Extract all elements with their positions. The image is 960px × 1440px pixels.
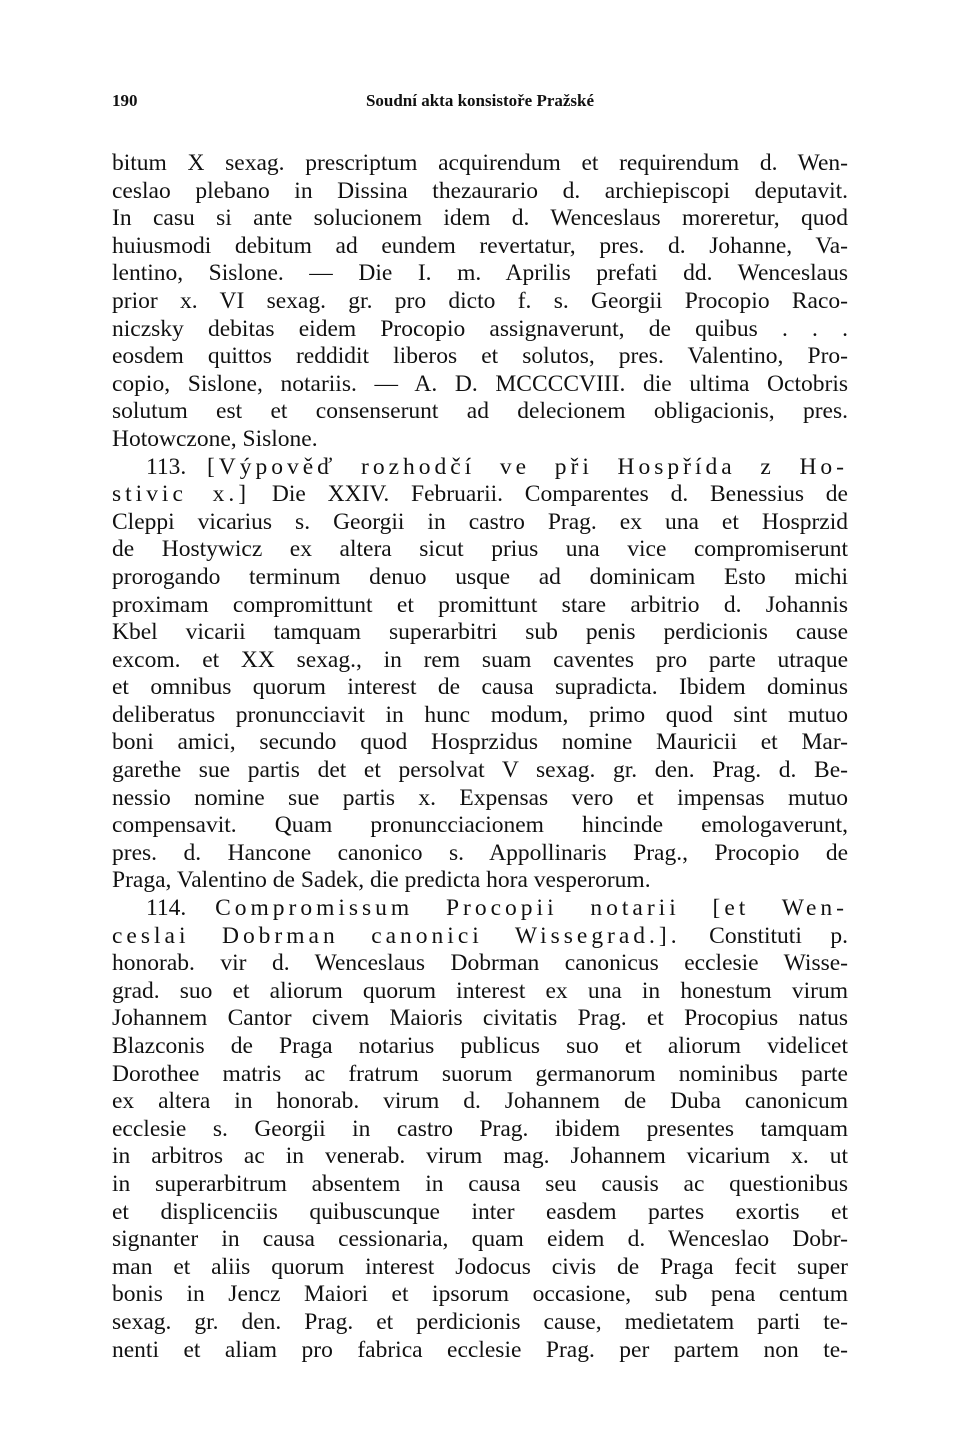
text-line [112, 812, 848, 840]
line-text: proximam compromittunt et promittunt stare arbitrio d. Johannis [112, 591, 848, 618]
text-line [112, 1005, 848, 1033]
line-text: Praga, Valentino de Sadek, die predicta hora vesperorum. [112, 867, 651, 894]
spaced-heading-text: Compromissum Procopii notarii [et Wen- [215, 895, 848, 922]
line-text: de Hostywicz ex altera sicut prius una vice compromiserunt [112, 536, 848, 563]
line-text: ceslao plebano in Dissina thezaurario d. archiepiscopi deputavit. [112, 177, 848, 204]
line-text: excom. et XX sexag., in rem suam caventes pro parte utraque [112, 646, 848, 673]
line-text: eosdem quittos reddidit liberos et solutos, pres. Valentino, Pro- [112, 343, 848, 370]
text-line [112, 702, 848, 730]
text-line [112, 1061, 848, 1089]
line-text: Cleppi vicarius s. Georgii in castro Prag. ex una et Hosprzid [112, 508, 848, 535]
text-line [112, 150, 848, 178]
text-line [112, 343, 848, 371]
line-text: 114. [146, 895, 216, 922]
text-line [112, 978, 848, 1006]
text-line [112, 950, 848, 978]
line-text: honorab. vir d. Wenceslaus Dobrman canonicus ecclesie Wisse- [112, 950, 848, 977]
text-line [112, 1309, 848, 1337]
line-text: Die XXIV. Februarii. Comparentes d. Benessius de [250, 481, 848, 508]
text-line [112, 619, 848, 647]
spaced-heading-text: stivic x.] [112, 481, 251, 508]
text-line [112, 757, 848, 785]
text-line [112, 674, 848, 702]
text-line [112, 1337, 848, 1365]
line-text: et displicenciis quibuscunque inter easdem partes exortis et [112, 1198, 848, 1225]
line-text: signanter in causa cessionaria, quam eidem d. Wenceslao Dobr- [112, 1226, 848, 1253]
line-text: Kbel vicarii tamquam superarbitri sub penis perdicionis cause [112, 619, 848, 646]
line-text: Blazconis de Praga notarius publicus suo et aliorum videlicet [112, 1033, 848, 1059]
text-line [112, 536, 848, 564]
text-line [112, 564, 848, 592]
text-line [112, 1033, 848, 1061]
text-line [112, 260, 848, 288]
text-line [112, 288, 848, 316]
text-line [112, 785, 848, 813]
line-text: copio, Sislone, notariis. — A. D. MCCCCVIII. die ultima Octobris [112, 370, 848, 397]
text-line [112, 1088, 848, 1116]
line-text: Constituti p. [680, 922, 848, 949]
line-text: nessio nomine sue partis x. Expensas vero et impensas mutuo [112, 784, 848, 811]
text-line [112, 233, 848, 261]
text-line [112, 592, 848, 620]
line-text: huiusmodi debitum ad eundem revertatur, pres. d. Johanne, Va- [112, 232, 848, 259]
spaced-heading-text: ceslai Dobrman canonici Wissegrad.]. [112, 922, 681, 949]
text-line [112, 1254, 848, 1282]
text-line [112, 1116, 848, 1144]
text-line [112, 426, 848, 454]
text-line [112, 509, 848, 537]
line-text: in superarbitrum absentem in causa seu causis ac questionibus [112, 1170, 848, 1197]
line-text: nenti et aliam pro fabrica ecclesie Prag. per partem non te- [112, 1336, 848, 1363]
line-text: prorogando terminum denuo usque ad dominicam Esto michi [112, 563, 848, 590]
line-text: man et aliis quorum interest Jodocus civis de Praga fecit super [112, 1253, 848, 1280]
page-header [112, 91, 848, 117]
text-line [112, 729, 848, 757]
line-text: deliberatus pronuncciavit in hunc modum, primo quod sint mutuo [112, 701, 848, 728]
text-line [112, 647, 848, 675]
text-line [112, 398, 848, 426]
text-line [112, 895, 848, 923]
line-text: In casu si ante solucionem idem d. Wenceslaus moreretur, quod [112, 205, 848, 232]
text-line [112, 316, 848, 344]
text-line [112, 178, 848, 206]
text-line [112, 840, 848, 868]
running-title: Soudní akta konsistoře Pražské [365, 91, 595, 110]
line-text: Dorothee matris ac fratrum suorum germanorum nominibus parte [112, 1060, 848, 1087]
page-number: 190 [112, 91, 138, 110]
line-text: compensavit. Quam pronuncciacionem hincinde emologaverunt, [112, 812, 848, 839]
line-text: 113. [146, 453, 207, 480]
body-text [112, 150, 848, 1364]
line-text: pres. d. Hancone canonico s. Appollinaris Prag., Procopio de [112, 839, 848, 866]
line-text: lentino, Sislone. — Die I. m. Aprilis prefati dd. Wenceslaus [112, 260, 848, 287]
line-text: solutum est et consenserunt ad delecionem obligacionis, pres. [112, 398, 848, 425]
line-text: ex altera in honorab. virum d. Johannem de Duba canonicum [112, 1088, 848, 1115]
text-line [112, 371, 848, 399]
text-line [112, 1171, 848, 1199]
text-line [112, 867, 848, 895]
text-line [112, 923, 848, 951]
line-text: grad. suo et aliorum quorum interest ex una in honestum virum [112, 977, 848, 1004]
line-text: prior x. VI sexag. gr. pro dicto f. s. Georgii Procopio Raco- [112, 287, 848, 314]
line-text: niczsky debitas eidem Procopio assignaverunt, de quibus . . . [112, 315, 848, 342]
line-text: boni amici, secundo quod Hosprzidus nomine Mauricii et Mar- [112, 729, 848, 756]
text-line [112, 481, 848, 509]
text-line [112, 1226, 848, 1254]
line-text: bitum X sexag. prescriptum acquirendum et requirendum d. Wen- [112, 150, 848, 176]
line-text: in arbitros ac in venerab. virum mag. Johannem vicarium x. ut [112, 1143, 848, 1170]
line-text: bonis in Jencz Maiori et ipsorum occasione, sub pena centum [112, 1281, 848, 1308]
text-line [112, 1199, 848, 1227]
line-text: garethe sue partis det et persolvat V sexag. gr. den. Prag. d. Be- [112, 757, 848, 784]
line-text: Hotowczone, Sislone. [112, 425, 318, 452]
text-line [112, 1143, 848, 1171]
text-line [112, 1281, 848, 1309]
line-text: ecclesie s. Georgii in castro Prag. ibidem presentes tamquam [112, 1115, 848, 1142]
spaced-heading-text: [Výpověď rozhodčí ve při Hospřída z Ho- [206, 453, 848, 480]
text-line [112, 205, 848, 233]
text-line [112, 454, 848, 482]
line-text: Johannem Cantor civem Maioris civitatis Prag. et Procopius natus [112, 1005, 848, 1032]
line-text: sexag. gr. den. Prag. et perdicionis cause, medietatem parti te- [112, 1308, 848, 1335]
line-text: et omnibus quorum interest de causa supradicta. Ibidem dominus [112, 674, 848, 701]
